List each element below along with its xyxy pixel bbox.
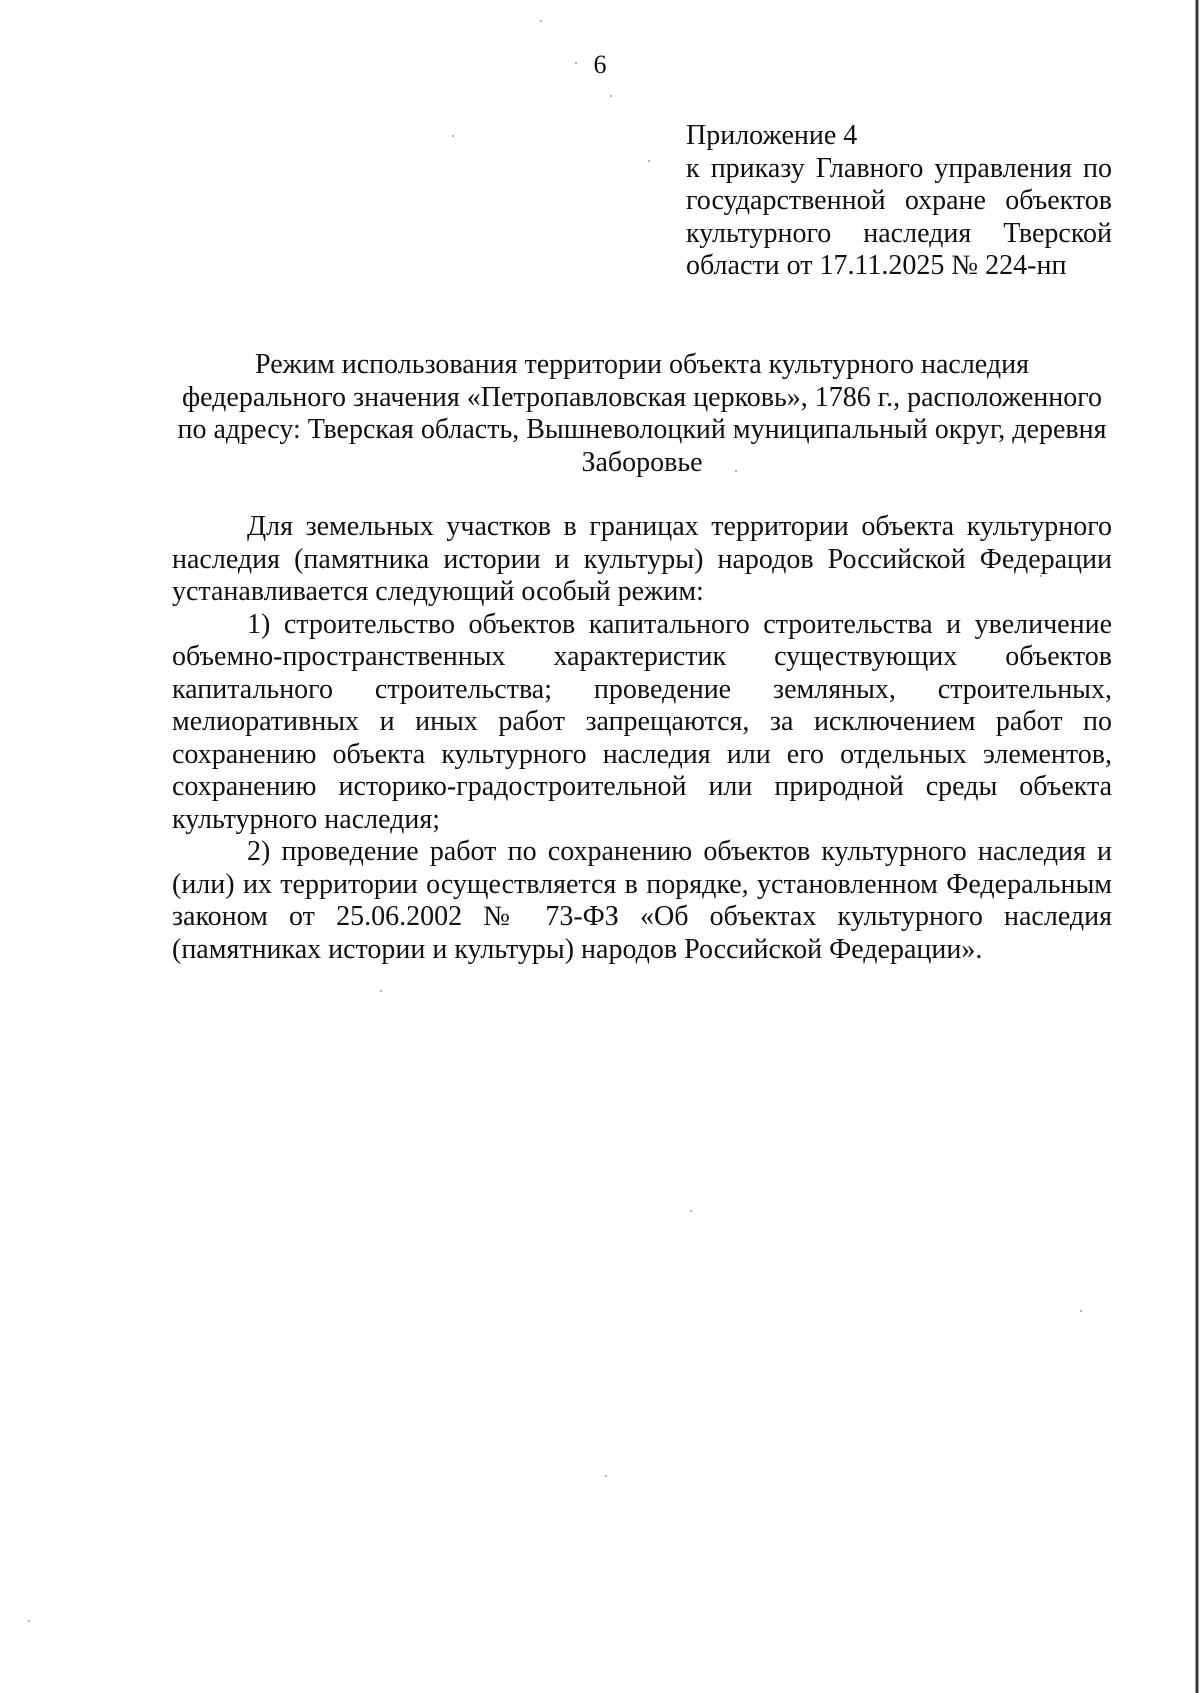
scan-speck: [28, 1620, 30, 1622]
scan-speck: [1080, 1310, 1082, 1312]
document-body: [172, 511, 1112, 966]
scan-speck: [380, 990, 382, 992]
scan-speck: [605, 1475, 607, 1477]
document-title: Режим использования территории объекта культурного наследия федерального значения «Петропавловская церковь», 1786 г., расположенного по адресу: Тверская область, Вышневолоцкий муниципальный округ, деревня Заборовье: [177, 349, 1107, 478]
scan-speck: [735, 470, 737, 472]
page-number: 6: [593, 50, 607, 79]
scan-speck: [540, 20, 542, 22]
regime-item-2: 2) проведение работ по сохранению объектов культурного наследия и (или) их территории осуществляется в порядке, установленном Федеральным законом от 25.06.2002 № 73-ФЗ «Об объектах культурного наследия (памятниках истории и культуры) народов Российской Федерации».: [172, 836, 1112, 965]
scan-speck: [575, 62, 577, 64]
appendix-reference: к приказу Главного управления по государственной охране объектов культурного наследия Тверской области от 17.11.2025 № 224-нп: [686, 152, 1112, 281]
appendix-title: Приложение 4: [686, 120, 858, 151]
scan-speck: [690, 1210, 692, 1212]
scan-speck: [648, 160, 650, 162]
scan-speck: [1040, 575, 1042, 577]
regime-item-1: 1) строительство объектов капитального строительства и увеличение объемно-пространственных характеристик существующих объектов капитального строительства; проведение земляных, строительных, мелиоративных и иных работ запрещаются, за исключением работ по сохранению объекта культурного наследия или его отдельных элементов, сохранению историко-градостроительной или природной среды объекта культурного наследия;: [172, 608, 1112, 835]
scan-speck: [452, 135, 454, 137]
appendix-block: [686, 120, 1112, 283]
intro-paragraph: Для земельных участков в границах территории объекта культурного наследия (памятника истории и культуры) народов Российской Федерации устанавливается следующий особый режим:: [172, 511, 1112, 607]
scan-speck: [610, 95, 612, 97]
